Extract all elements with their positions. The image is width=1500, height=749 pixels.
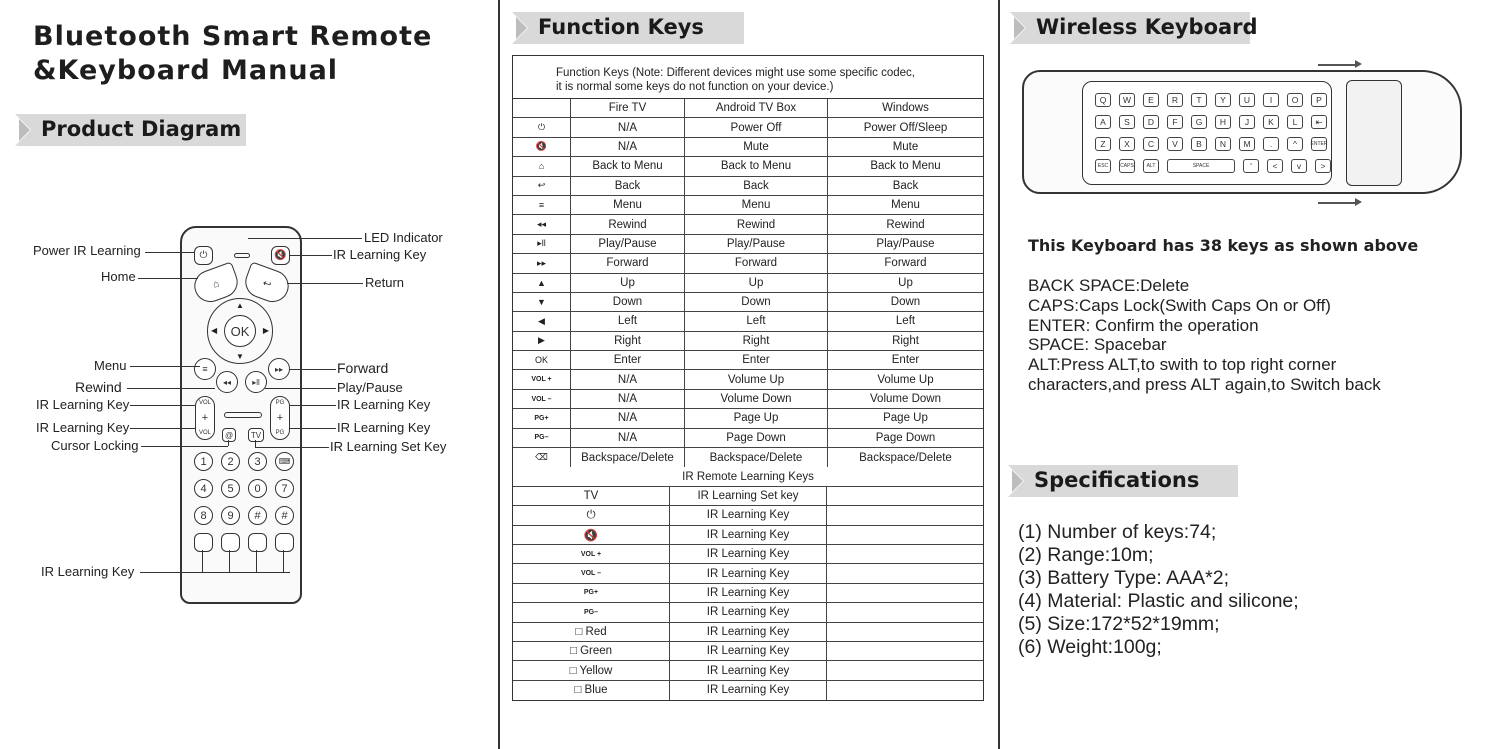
manual-title-line1: Bluetooth Smart Remote (33, 21, 433, 52)
table-cell: Menu (891, 199, 920, 212)
table-cell: Volume Down (685, 390, 828, 408)
keyboard-key: W (1119, 93, 1135, 107)
forward-icon: ▸▸ (268, 358, 290, 380)
table-cell: Down (685, 293, 828, 311)
description-line: BACK SPACE:Delete (1028, 276, 1190, 295)
ir-function: IR Learning Key (670, 564, 827, 582)
keyboard-key: N (1215, 137, 1231, 151)
label-ir-learning-key-mute: IR Learning Key (333, 247, 427, 262)
key-icon: ▲ (513, 274, 571, 292)
volume-rocker: VOL + VOL (195, 396, 215, 440)
function-keys-table (512, 55, 984, 701)
table-cell: Right (571, 332, 685, 350)
table-row (513, 196, 983, 215)
table-cell: Page Down (685, 429, 828, 447)
table-cell: Down (571, 293, 685, 311)
table-row (513, 448, 983, 467)
num-button: # (248, 506, 267, 525)
ir-key: VOL + (513, 545, 670, 563)
keyboard-key: T (1191, 93, 1207, 107)
table-cell: Back (571, 177, 685, 195)
key-icon: ⌫ (513, 448, 571, 467)
table-row (513, 351, 983, 370)
wireless-keyboard-heading: Wireless Keyboard (1010, 12, 1250, 44)
keyboard-key: ' (1243, 159, 1259, 173)
table-row (513, 370, 983, 389)
table-row (513, 274, 983, 293)
label-ir-learning-key-color: IR Learning Key (41, 564, 135, 579)
speaker-slot (224, 412, 262, 418)
description-line: ENTER: Confirm the operation (1028, 315, 1259, 335)
label-led-indicator: LED Indicator (364, 230, 443, 245)
label-play-pause: Play/Pause (337, 380, 403, 395)
table-cell: Mute (685, 138, 828, 156)
key-icon: ◂◂ (513, 215, 571, 233)
spec-item: (5) Size:172*52*19mm; (1018, 613, 1220, 636)
table-cell: Page Up (883, 412, 928, 425)
tv-button: TV (248, 428, 264, 442)
key-icon: ⌂ (513, 157, 571, 175)
keyboard-key: ENTER (1311, 137, 1327, 151)
table-row (513, 235, 983, 254)
keyboard-key: K (1263, 115, 1279, 129)
home-icon: ⌂ (190, 261, 242, 306)
table-row (513, 138, 983, 157)
ir-table-row (513, 506, 983, 525)
table-cell: N/A (571, 118, 685, 136)
keyboard-key: R (1167, 93, 1183, 107)
table-cell: Play/Pause (571, 235, 685, 253)
table-cell: Back to Menu (571, 157, 685, 175)
ir-table-row (513, 642, 983, 661)
mute-icon: 🔇 (271, 246, 290, 265)
table-cell: N/A (571, 390, 685, 408)
slide-arrow-icon (1318, 64, 1356, 66)
label-cursor-locking: Cursor Locking (51, 438, 139, 453)
table-cell: Right (685, 332, 828, 350)
table-cell: Up (685, 274, 828, 292)
column-header: Fire TV (571, 99, 685, 117)
manual-title (33, 20, 432, 88)
keyboard-key: S (1119, 115, 1135, 129)
label-home: Home (101, 269, 136, 284)
ir-key: PG+ (513, 584, 670, 602)
key-icon: VOL – (513, 390, 571, 408)
num-button: 7 (275, 479, 294, 498)
table-cell: Rewind (886, 218, 925, 231)
table-row (513, 293, 983, 312)
table-row (513, 390, 983, 409)
ir-learning-heading: IR Remote Learning Keys (513, 467, 983, 486)
ir-function: IR Learning Key (670, 526, 827, 544)
key-icon: OK (513, 351, 571, 369)
label-rewind: Rewind (75, 379, 122, 395)
keyboard-key: U (1239, 93, 1255, 107)
keyboard-key: > (1315, 159, 1331, 173)
keyboard-key: X (1119, 137, 1135, 151)
keyboard-key: ^ (1287, 137, 1303, 151)
keyboard-key: ALT (1143, 159, 1159, 173)
table-row (513, 215, 983, 234)
green-button (221, 533, 240, 552)
ir-function: IR Learning Key (670, 681, 827, 700)
table-cell: N/A (571, 138, 685, 156)
dpad (207, 298, 273, 364)
description-line: ALT:Press ALT,to swith to top right corner (1028, 355, 1337, 375)
label-menu: Menu (94, 358, 127, 373)
table-cell: Volume Up (685, 370, 828, 388)
red-button (194, 533, 213, 552)
keyboard-panel (1000, 0, 1500, 749)
table-row (513, 118, 983, 137)
key-icon: ↩ (513, 177, 571, 195)
spec-item: (2) Range:10m; (1018, 544, 1154, 567)
table-row (513, 429, 983, 448)
table-row (513, 409, 983, 428)
table-cell: Forward (571, 254, 685, 272)
ir-function: IR Learning Key (670, 545, 827, 563)
table-cell: Power Off (685, 118, 828, 136)
ir-function: IR Learning Key (670, 603, 827, 621)
page-rocker: PG + PG (270, 396, 290, 440)
table-cell: Backspace/Delete (859, 451, 952, 464)
label-ir-learning-key-vol-up: IR Learning Key (36, 397, 130, 412)
keyboard-key: SPACE (1167, 159, 1235, 173)
key-icon: PG– (513, 429, 571, 447)
yellow-button (248, 533, 267, 552)
keyboard-descriptions (1028, 276, 1381, 395)
table-cell: Page Down (875, 431, 936, 444)
ir-key: VOL – (513, 564, 670, 582)
cursor-lock-icon: @ (222, 428, 236, 442)
keyboard-key: I (1263, 93, 1279, 107)
description-line: CAPS:Caps Lock(Swith Caps On or Off) (1028, 295, 1331, 315)
table-cell: N/A (571, 370, 685, 388)
key-icon: ⏻ (513, 118, 571, 136)
table-cell: Back to Menu (685, 157, 828, 175)
num-button: 8 (194, 506, 213, 525)
product-diagram-panel (0, 0, 500, 749)
keyboard-key: E (1143, 93, 1159, 107)
spec-item: (3) Battery Type: AAA*2; (1018, 567, 1229, 590)
table-cell: Left (571, 312, 685, 330)
num-button: 9 (221, 506, 240, 525)
table-cell: Enter (685, 351, 828, 369)
up-icon: ▲ (236, 301, 244, 310)
spec-item: (4) Material: Plastic and silicone; (1018, 590, 1299, 613)
keyboard-key: B (1191, 137, 1207, 151)
keyboard-key: L (1287, 115, 1303, 129)
keyboard-key: Q (1095, 93, 1111, 107)
keyboard-key: F (1167, 115, 1183, 129)
ir-function: IR Learning Key (670, 584, 827, 602)
ir-key: TV (513, 487, 670, 505)
table-cell: Backspace/Delete (685, 448, 828, 467)
description-line: SPACE: Spacebar (1028, 335, 1167, 355)
table-cell: Right (892, 334, 919, 347)
column-header: Windows (882, 102, 929, 115)
keyboard-key: H (1215, 115, 1231, 129)
ir-function: IR Learning Set key (670, 487, 827, 505)
label-ir-learning-set-key: IR Learning Set Key (330, 439, 447, 454)
ir-table-row (513, 603, 983, 622)
label-power-ir-learning: Power IR Learning (33, 243, 141, 258)
keyboard-keys (1082, 81, 1332, 185)
table-row (513, 254, 983, 273)
ir-table-row (513, 526, 983, 545)
keyboard-key-count: This Keyboard has 38 keys as shown above (1028, 236, 1419, 255)
num-button: 2 (221, 452, 240, 471)
ir-key: 🔇 (513, 526, 670, 544)
keyboard-key: CAPS (1119, 159, 1135, 173)
specifications-list (1018, 521, 1299, 660)
ir-key: □ Green (513, 642, 670, 660)
ir-table-row (513, 584, 983, 603)
label-ir-learning-key-pg-up: IR Learning Key (337, 397, 431, 412)
table-cell: Mute (892, 140, 919, 153)
product-diagram-heading: Product Diagram (15, 114, 246, 146)
ir-table-row (513, 564, 983, 583)
table-cell: Power Off/Sleep (863, 121, 948, 134)
table-cell: Enter (571, 351, 685, 369)
ir-table-row (513, 623, 983, 642)
ir-function: IR Learning Key (670, 642, 827, 660)
table-cell: Menu (571, 196, 685, 214)
label-ir-learning-key-vol-down: IR Learning Key (36, 420, 130, 435)
ir-function: IR Learning Key (670, 661, 827, 679)
keyboard-key: J (1239, 115, 1255, 129)
keyboard-key: O (1287, 93, 1303, 107)
table-cell: Play/Pause (876, 237, 935, 250)
hash-button: # (275, 506, 294, 525)
power-icon: ⏻ (194, 246, 213, 265)
keyboard-key: M (1239, 137, 1255, 151)
label-return: Return (365, 275, 405, 290)
table-cell: N/A (571, 409, 685, 427)
num-button: 5 (221, 479, 240, 498)
key-icon: ▸▸ (513, 254, 571, 272)
blue-button (275, 533, 294, 552)
ir-key: □ Blue (513, 681, 670, 700)
key-icon: ▶ (513, 332, 571, 350)
keyboard-key: ESC (1095, 159, 1111, 173)
table-cell: Left (895, 315, 916, 328)
down-icon: ▼ (236, 352, 244, 361)
num-button: 3 (248, 452, 267, 471)
ir-table-row (513, 487, 983, 506)
description-line: characters,and press ALT again,to Switch back (1028, 374, 1381, 394)
function-keys-note: Function Keys (Note: Different devices might use some specific codec, it is normal some keys do not function on your device.) (513, 56, 983, 99)
table-cell: Forward (685, 254, 828, 272)
ir-key: PG– (513, 603, 670, 621)
function-keys-panel (500, 0, 1000, 749)
keyboard-icon: ⌨ (275, 452, 294, 471)
table-header-row (513, 99, 983, 118)
table-cell: Backspace/Delete (571, 448, 685, 467)
slide-arrow-icon (1318, 202, 1356, 204)
rewind-icon: ◂◂ (216, 371, 238, 393)
ir-function: IR Learning Key (670, 506, 827, 524)
keyboard-key: A (1095, 115, 1111, 129)
ir-key: □ Yellow (513, 661, 670, 679)
key-icon: ≡ (513, 196, 571, 214)
table-cell: Down (890, 296, 921, 309)
label-forward: Forward (337, 360, 389, 376)
table-row (513, 312, 983, 331)
table-cell: Up (571, 274, 685, 292)
table-row (513, 177, 983, 196)
ir-function: IR Learning Key (670, 623, 827, 641)
key-icon: PG+ (513, 409, 571, 427)
table-cell: Volume Down (870, 393, 941, 406)
table-cell: Menu (685, 196, 828, 214)
key-icon: ▸ll (513, 235, 571, 253)
play-pause-icon: ▸ll (245, 371, 267, 393)
table-cell: Enter (891, 354, 920, 367)
table-cell: Page Up (685, 409, 828, 427)
table-cell: Left (685, 312, 828, 330)
table-cell: Forward (884, 257, 927, 270)
keyboard-hinge (1346, 80, 1402, 186)
keyboard-key: < (1267, 159, 1283, 173)
keyboard-key: Z (1095, 137, 1111, 151)
table-cell: Up (898, 276, 913, 289)
spec-item: (6) Weight:100g; (1018, 636, 1162, 659)
remote-control-illustration (180, 226, 302, 604)
menu-icon: ≡ (194, 358, 216, 380)
return-icon: ↩ (241, 261, 293, 306)
key-icon: ◀ (513, 312, 571, 330)
keyboard-key: D (1143, 115, 1159, 129)
keyboard-key: G (1191, 115, 1207, 129)
ok-button: OK (224, 315, 256, 347)
table-cell: N/A (571, 429, 685, 447)
left-icon: ◀ (211, 326, 218, 335)
ir-table-row (513, 545, 983, 564)
ir-key: ⏻ (513, 506, 670, 524)
num-button: 1 (194, 452, 213, 471)
key-icon: 🔇 (513, 138, 571, 156)
specifications-heading: Specifications (1008, 465, 1238, 497)
keyboard-key: V (1167, 137, 1183, 151)
table-cell: Back (892, 179, 919, 192)
table-cell: Play/Pause (685, 235, 828, 253)
num-button: 0 (248, 479, 267, 498)
keyboard-key: Y (1215, 93, 1231, 107)
keyboard-key: . (1263, 137, 1279, 151)
label-ir-learning-key-pg-down: IR Learning Key (337, 420, 431, 435)
table-cell: Rewind (571, 215, 685, 233)
table-row (513, 157, 983, 176)
right-icon: ▶ (262, 326, 269, 335)
key-icon: VOL + (513, 370, 571, 388)
function-keys-heading: Function Keys (512, 12, 744, 44)
manual-title-line2: &Keyboard Manual (33, 55, 339, 86)
table-cell: Back to Menu (870, 160, 941, 173)
keyboard-key: C (1143, 137, 1159, 151)
keyboard-key: P (1311, 93, 1327, 107)
table-row (513, 332, 983, 351)
table-cell: Volume Up (877, 373, 934, 386)
ir-table-row (513, 661, 983, 680)
key-icon: ▼ (513, 293, 571, 311)
keyboard-key: v (1291, 159, 1307, 173)
column-header: Android TV Box (685, 99, 828, 117)
keyboard-key: ⇤ (1311, 115, 1327, 129)
keyboard-illustration (1022, 70, 1462, 194)
led-indicator (234, 253, 250, 258)
spec-item: (1) Number of keys:74; (1018, 521, 1217, 543)
ir-table-row (513, 681, 983, 700)
table-cell: Back (685, 177, 828, 195)
num-button: 4 (194, 479, 213, 498)
ir-key: □ Red (513, 623, 670, 641)
table-cell: Rewind (685, 215, 828, 233)
